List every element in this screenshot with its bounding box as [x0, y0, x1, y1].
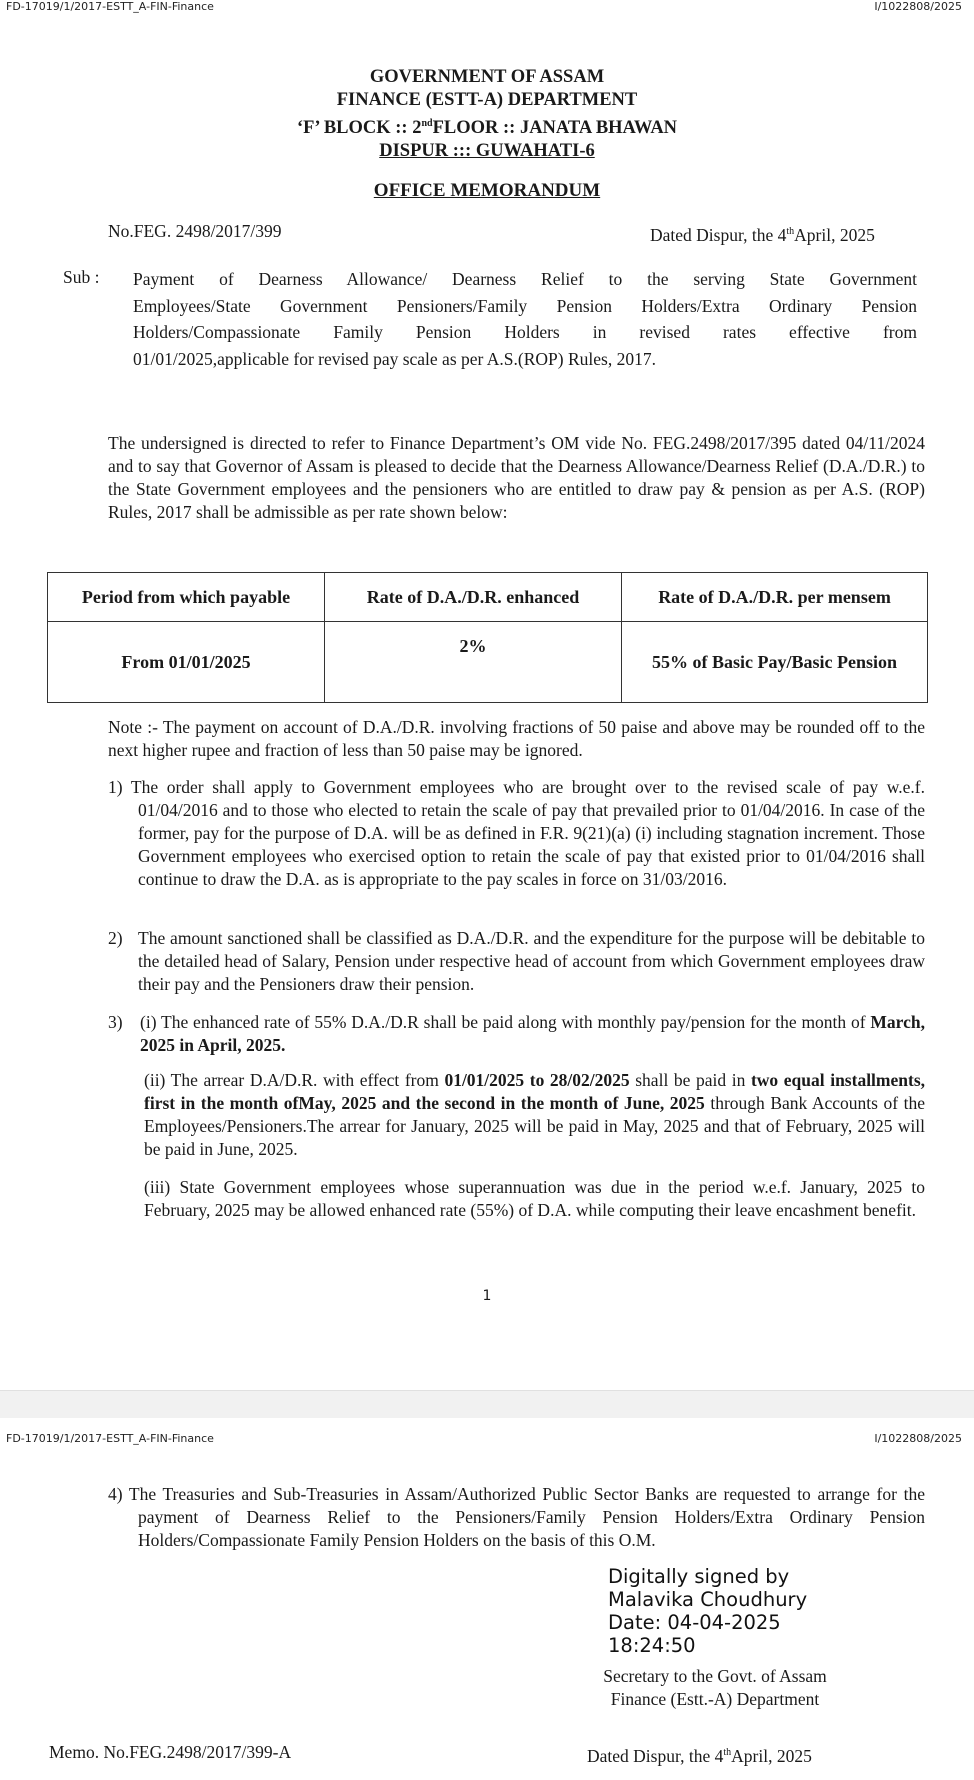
file-reference: FD-17019/1/2017-ESTT_A-FIN-Finance: [6, 0, 214, 13]
page-separator: [0, 1390, 974, 1420]
signatory-designation: Secretary to the Govt. of Assam Finance (Estt.-A) Department: [603, 1666, 827, 1709]
point-1: 1) The order shall apply to Government employees who are brought over to the revised scale of pay w.e.f. 01/04/2016 and to those who elected to retain the scale of pay that prevailed prior to 01/04/2016. In case of the former, pay for the purpose of D.A. will be as defined in F.R. 9(21)(a) (i) including stagnation increment. Those Government employees who exercised option to retain the scale of pay that existed prior to 01/04/2016 shall continue to draw the D.A. as is appropriate to the pay scales in force on 31/03/2016.: [108, 777, 925, 889]
letterhead: [0, 66, 974, 163]
org-line-2: FINANCE (ESTT-A) DEPARTMENT: [336, 90, 638, 110]
point-2: The amount sanctioned shall be classified as D.A./D.R. and the expenditure for the purpose will be debitable to the detailed head of Salary, Pension under respective head of account from which Government employees draw their pay and the Pensioners draw their pension.: [138, 928, 925, 994]
digital-signature: Digitally signed by Malavika Choudhury Date: 04-04-2025 18:24:50: [608, 1565, 808, 1657]
intro-paragraph: The undersigned is directed to refer to Finance Department’s OM vide No. FEG.2498/2017/395 dated 04/11/2024 and to say that Governor of Assam is pleased to decide that the Dearness Allowance/Dearness Relief (D.A./D.R.) to the State Government employees and the pensioners who are entitled to draw pay & pension as per A.S. (ROP) Rules, 2017 shall be admissible as per rate shown below:: [108, 433, 925, 522]
point-3-number: 3): [108, 1012, 123, 1032]
page-2: [0, 1418, 974, 1780]
table-header-per-mensem: Rate of D.A./D.R. per mensem: [622, 573, 928, 622]
subject-label: Sub :: [63, 267, 100, 287]
da-rate-table: [47, 572, 928, 703]
memo-copy-number: Memo. No.FEG.2498/2017/399-A: [49, 1742, 292, 1762]
file-reference-page-2: FD-17019/1/2017-ESTT_A-FIN-Finance: [6, 1432, 214, 1445]
table-cell-period: From 01/01/2025: [48, 622, 325, 703]
page-number: 1: [482, 1288, 492, 1304]
org-line-4: DISPUR ::: GUWAHATI-6: [379, 141, 595, 162]
point-3-ii: (ii) The arrear D.A/D.R. with effect from 01/01/2025 to 28/02/2025 shall be paid in two equal installments, first in the month ofMay, 2025 and the second in the month of June, 2025 through Bank Accounts of the Employees/Pensioners.The arrear for January, 2025 will be paid in May, 2025 and that of February, 2025 will be paid in June, 2025.: [144, 1070, 926, 1159]
subject-text: Payment of Dearness Allowance/ Dearness Relief to the serving State Government Employees/State Government Pensioners/Family Pension Holders/Extra Ordinary Pension Holders/Compassionate Family Pension Holders in revised rates effective from 01/01/2025,applicable for revised pay scale as per A.S.(ROP) Rules, 2017.: [133, 269, 917, 369]
table-header-period: Period from which payable: [48, 573, 325, 622]
point-3-i: (i) The enhanced rate of 55% D.A./D.R shall be paid along with monthly pay/pension for the month of March, 2025 in April, 2025.: [140, 1012, 925, 1055]
note-paragraph: Note :- The payment on account of D.A./D.R. involving fractions of 50 paise and above may be rounded off to the next higher rupee and fraction of less than 50 paise may be ignored.: [108, 717, 925, 760]
org-line-1: GOVERNMENT OF ASSAM: [369, 67, 605, 87]
point-3-iii: (iii) State Government employees whose superannuation was due in the period w.e.f. January, 2025 to February, 2025 may be allowed enhanced rate (55%) of D.A. while computing their leave encashment benefit.: [144, 1177, 925, 1220]
memo-date: Dated Dispur, the 4thApril, 2025: [650, 224, 875, 245]
point-2-number: 2): [108, 928, 123, 948]
table-cell-per-mensem: 55% of Basic Pay/Basic Pension: [622, 622, 928, 703]
org-line-3: ‘F’ BLOCK :: 2ndFLOOR :: JANATA BHAWAN: [296, 118, 678, 139]
point-4: 4) The Treasuries and Sub-Treasuries in Assam/Authorized Public Sector Banks are requested to arrange for the payment of Dearness Relief to the Pensioners/Family Pension Holders/Extra Ordinary Pension Holders/Compassionate Family Pension Holders on the basis of this O.M.: [108, 1484, 925, 1550]
receipt-number-page-2: I/1022808/2025: [874, 1432, 962, 1445]
receipt-number: I/1022808/2025: [874, 0, 962, 13]
table-cell-enhanced: 2%: [325, 622, 622, 703]
memo-copy-date: Dated Dispur, the 4thApril, 2025: [587, 1745, 812, 1766]
table-header-enhanced: Rate of D.A./D.R. enhanced: [325, 573, 622, 622]
memo-title: OFFICE MEMORANDUM: [373, 180, 601, 201]
memo-number: No.FEG. 2498/2017/399: [108, 221, 282, 241]
